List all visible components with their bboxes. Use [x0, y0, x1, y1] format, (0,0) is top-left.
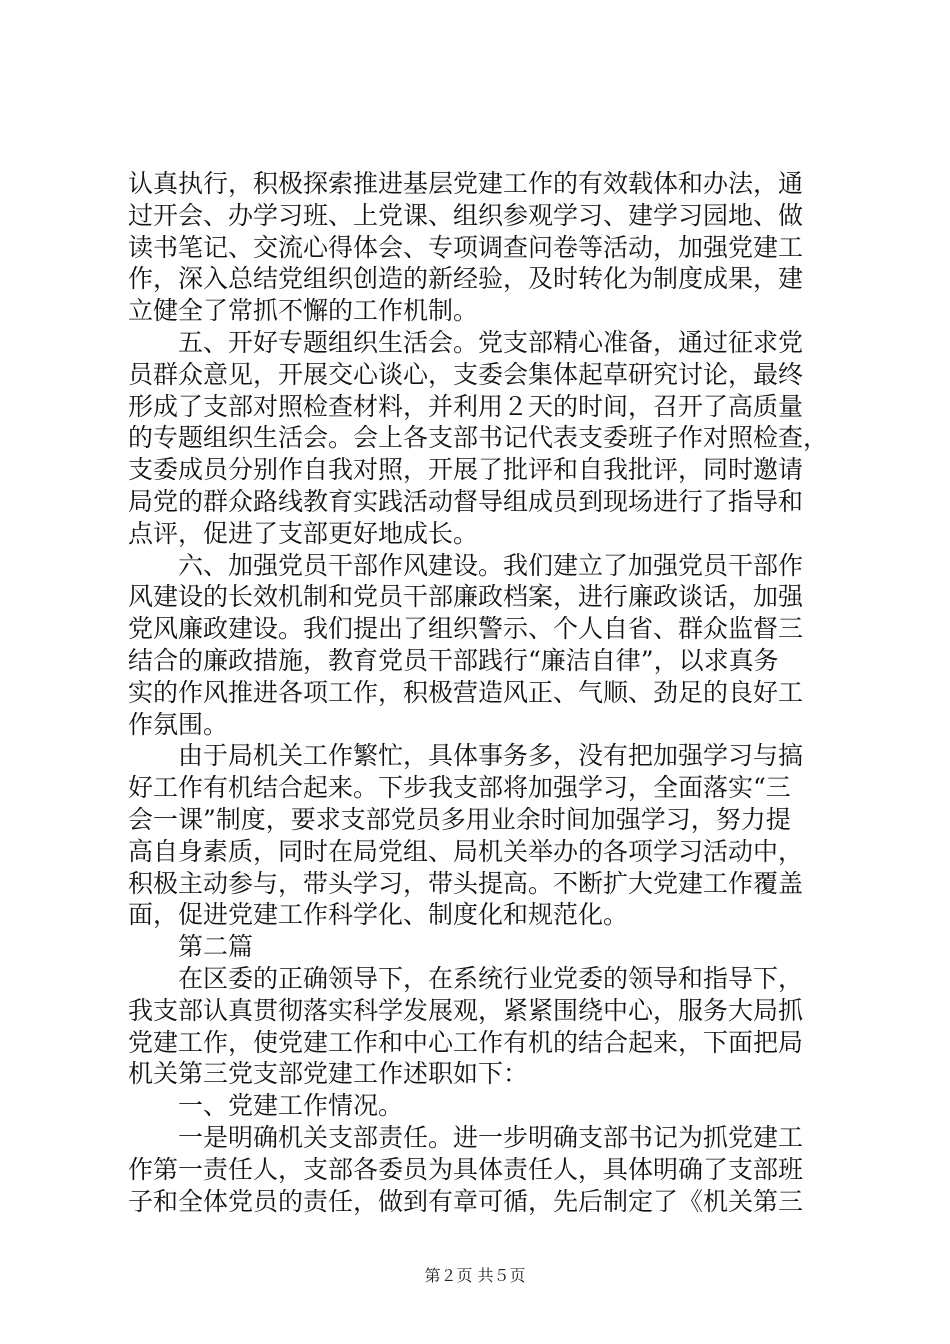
text-line: 形成了支部对照检查材料，并利用２天的时间，召开了高质量 [128, 391, 804, 421]
text-line: 五、开好专题组织生活会。党支部精心准备，通过征求党 [178, 327, 804, 357]
text-line: 在区委的正确领导下，在系统行业党委的领导和指导下， [178, 963, 804, 993]
text-line: 作第一责任人，支部各委员为具体责任人，具体明确了支部班 [128, 1154, 804, 1184]
text-line: 第二篇 [178, 932, 254, 962]
text-line: 认真执行，积极探索推进基层党建工作的有效载体和办法，通 [128, 169, 804, 198]
text-line: 六、加强党员干部作风建设。我们建立了加强党员干部作 [178, 550, 804, 580]
text-line: 我支部认真贯彻落实科学发展观，紧紧围绕中心，服务大局抓 [128, 995, 804, 1025]
text-line: 局党的群众路线教育实践活动督导组成员到现场进行了指导和 [128, 486, 804, 516]
text-line: 作氛围。 [128, 709, 229, 739]
text-line: 立健全了常抓不懈的工作机制。 [128, 296, 479, 326]
document-body [128, 168, 828, 1217]
text-line: 党建工作，使党建工作和中心工作有机的结合起来，下面把局 [128, 1027, 804, 1057]
text-line: 作，深入总结党组织创造的新经验，及时转化为制度成果，建 [128, 264, 804, 294]
text-line: 的专题组织生活会。会上各支部书记代表支委班子作对照检查， [128, 423, 829, 453]
text-line: 实的作风推进各项工作，积极营造风正、气顺、劲足的良好工 [128, 677, 804, 707]
text-line: 由于局机关工作繁忙，具体事务多，没有把加强学习与搞 [178, 741, 804, 771]
text-line: 支委成员分别作自我对照，开展了批评和自我批评，同时邀请 [128, 455, 804, 485]
text-line: 读书笔记、交流心得体会、专项调查问卷等活动，加强党建工 [128, 232, 804, 262]
text-line: 点评，促进了支部更好地成长。 [128, 518, 479, 548]
text-line: 好工作有机结合起来。下步我支部将加强学习，全面落实“三 [128, 773, 791, 803]
text-line: 子和全体党员的责任，做到有章可循，先后制定了《机关第三 [128, 1186, 804, 1216]
text-line: 员群众意见，开展交心谈心，支委会集体起草研究讨论，最终 [128, 359, 804, 389]
text-line: 一是明确机关支部责任。进一步明确支部书记为抓党建工 [178, 1122, 804, 1152]
text-line: 风建设的长效机制和党员干部廉政档案，进行廉政谈话，加强 [128, 582, 804, 612]
text-line: 过开会、办学习班、上党课、组织参观学习、建学习园地、做 [128, 200, 804, 230]
text-line: 一、党建工作情况。 [178, 1091, 404, 1121]
text-line: 机关第三党支部党建工作述职如下： [128, 1059, 529, 1089]
text-line: 党风廉政建设。我们提出了组织警示、个人自省、群众监督三 [128, 614, 804, 644]
text-line: 会一课”制度，要求支部党员多用业余时间加强学习，努力提 [128, 804, 791, 834]
text-line: 积极主动参与，带头学习，带头提高。不断扩大党建工作覆盖 [128, 868, 804, 898]
text-line: 结合的廉政措施，教育党员干部践行“廉洁自律”，以求真务 [128, 645, 779, 675]
page-footer: 第２页 共５页 [424, 1266, 526, 1285]
text-line: 高自身素质，同时在局党组、局机关举办的各项学习活动中， [128, 836, 804, 866]
text-line: 面，促进党建工作科学化、制度化和规范化。 [128, 900, 629, 930]
